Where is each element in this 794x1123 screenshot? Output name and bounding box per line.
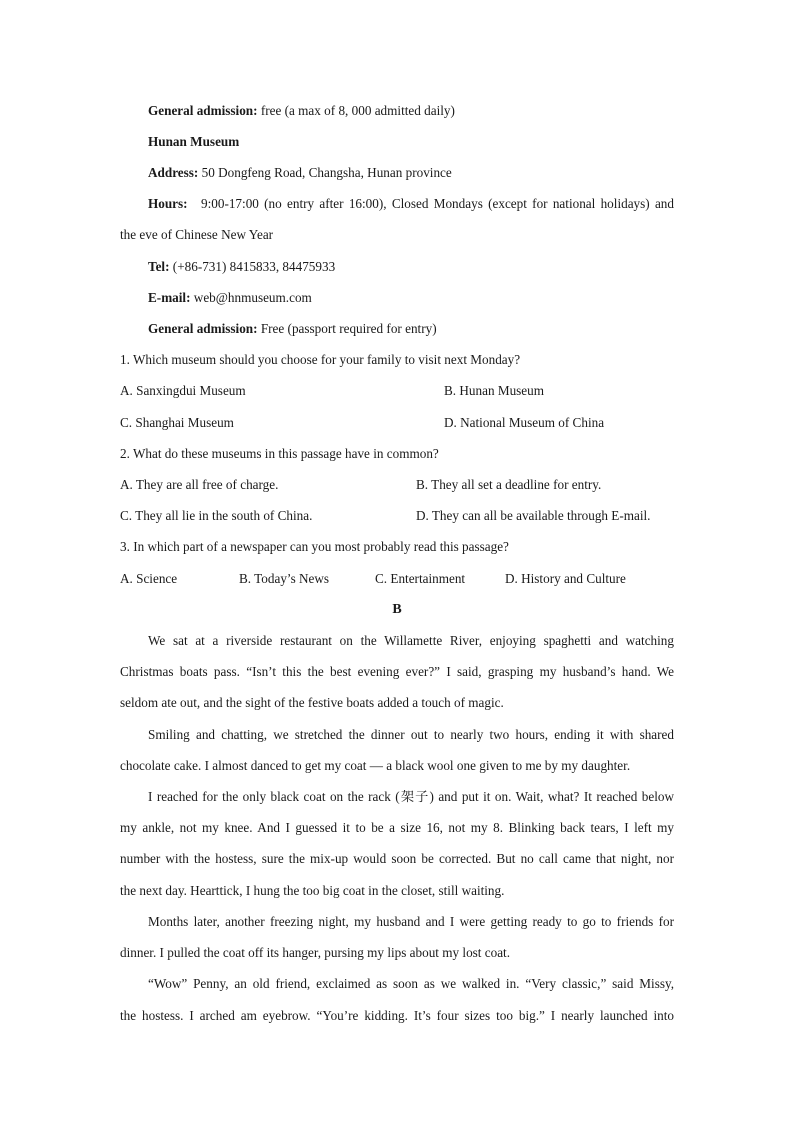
- hunan-admission-value: Free (passport required for entry): [257, 321, 437, 336]
- prev-admission-line: [148, 103, 455, 119]
- passage-b-p4-line2: dinner. I pulled the coat off its hanger, pursing my lips about my lost coat.: [120, 945, 511, 960]
- question-1-option-d: D. National Museum of China: [444, 415, 605, 430]
- hunan-hours-label-wrap: [148, 196, 188, 212]
- hunan-hours-line2: the eve of Chinese New Year: [120, 227, 274, 242]
- question-2-option-c: C. They all lie in the south of China.: [120, 508, 313, 523]
- hunan-tel-line: [148, 259, 335, 275]
- passage-b-p2-line1: Smiling and chatting, we stretched the dinner out to nearly two hours, ending it with shared: [148, 727, 674, 742]
- hunan-address-label: Address:: [148, 165, 199, 180]
- section-b-heading: B: [392, 602, 402, 617]
- passage-b-p1-line2: Christmas boats pass. “Isn’t this the best evening ever?” I said, grasping my husband’s hand. We: [120, 664, 674, 679]
- question-2-stem: 2. What do these museums in this passage have in common?: [120, 446, 439, 461]
- prev-admission-value: free (a max of 8, 000 admitted daily): [257, 103, 455, 118]
- hunan-hours-line1: 9:00-17:00 (no entry after 16:00), Closed Mondays (except for national holidays) and: [201, 196, 674, 211]
- question-3-option-c: C. Entertainment: [375, 571, 466, 586]
- hunan-museum-title: Hunan Museum: [148, 134, 240, 149]
- question-1-option-a: A. Sanxingdui Museum: [120, 383, 246, 398]
- passage-b-p3-line2: my ankle, not my knee. And I guessed it to be a size 16, not my 8. Blinking back tears, I left my: [120, 820, 674, 835]
- hunan-email-value: web@hnmuseum.com: [190, 290, 312, 305]
- passage-b-p3-line4: the next day. Hearttick, I hung the too big coat in the closet, still waiting.: [120, 883, 505, 898]
- question-1-stem: 1. Which museum should you choose for your family to visit next Monday?: [120, 352, 521, 367]
- question-1-option-c: C. Shanghai Museum: [120, 415, 234, 430]
- passage-b-p3-line3: number with the hostess, sure the mix-up would soon be corrected. But no call came that night, nor: [120, 851, 674, 866]
- hunan-email-line: [148, 290, 312, 306]
- hunan-hours-label: Hours:: [148, 196, 188, 211]
- question-2-option-b: B. They all set a deadline for entry.: [416, 477, 602, 492]
- hunan-address-line: [148, 165, 452, 181]
- hunan-admission-line: [148, 321, 437, 337]
- hunan-tel-value: (+86-731) 8415833, 84475933: [169, 259, 336, 274]
- passage-b-p5-line2: the hostess. I arched am eyebrow. “You’re kidding. It’s four sizes too big.” I nearly launched into: [120, 1008, 674, 1023]
- passage-b-p1-line1: We sat at a riverside restaurant on the Willamette River, enjoying spaghetti and watching: [148, 633, 674, 648]
- passage-b-p4-line1: Months later, another freezing night, my husband and I were getting ready to go to friends for: [148, 914, 674, 929]
- question-1-option-b: B. Hunan Museum: [444, 383, 545, 398]
- passage-b-p2-line2: chocolate cake. I almost danced to get my coat — a black wool one given to me by my daughter.: [120, 758, 631, 773]
- question-3-option-d: D. History and Culture: [505, 571, 626, 586]
- prev-admission-label: General admission:: [148, 103, 258, 118]
- hunan-email-label: E-mail:: [148, 290, 191, 305]
- hunan-tel-label: Tel:: [148, 259, 170, 274]
- question-3-stem: 3. In which part of a newspaper can you most probably read this passage?: [120, 539, 509, 554]
- hunan-admission-label: General admission:: [148, 321, 258, 336]
- question-2-option-d: D. They can all be available through E-mail.: [416, 508, 651, 523]
- passage-b-p1-line3: seldom ate out, and the sight of the festive boats added a touch of magic.: [120, 695, 504, 710]
- passage-b-p5-line1: “Wow” Penny, an old friend, exclaimed as soon as we walked in. “Very classic,” said Missy,: [148, 976, 674, 991]
- passage-b-p3-line1: I reached for the only black coat on the rack (架子) and put it on. Wait, what? It reached below: [148, 789, 674, 804]
- question-3-option-a: A. Science: [120, 571, 178, 586]
- question-2-option-a: A. They are all free of charge.: [120, 477, 279, 492]
- hunan-address-value: 50 Dongfeng Road, Changsha, Hunan province: [198, 165, 452, 180]
- question-3-option-b: B. Today’s News: [239, 571, 330, 586]
